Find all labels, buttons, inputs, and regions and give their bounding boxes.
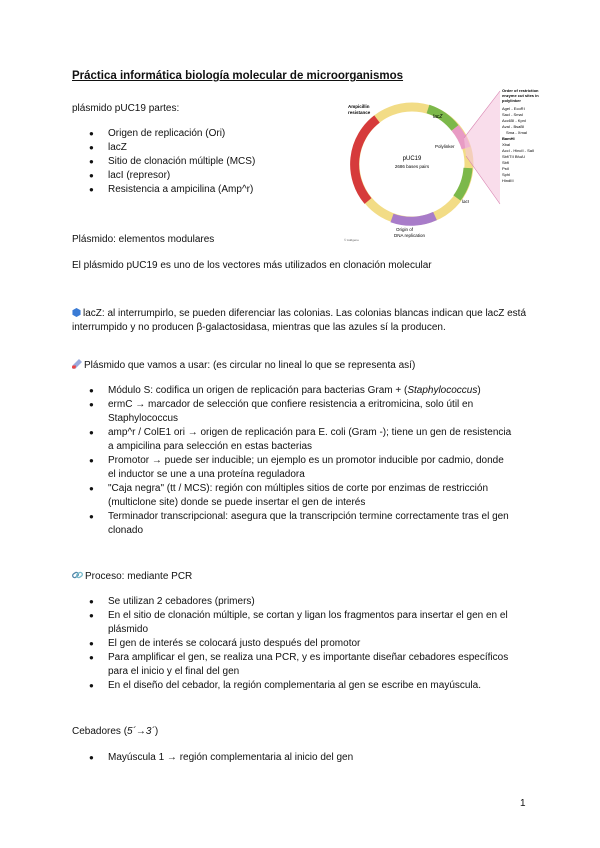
- polylinker-label: Polylinker: [435, 144, 455, 149]
- rs-site: SacI - SmaI: [502, 112, 523, 117]
- cebadores-direction: 5´→3´: [127, 726, 155, 737]
- rs-site: Sbf/TII BfuAI: [502, 154, 525, 159]
- rs-title-line: Order of restriction: [502, 88, 539, 93]
- rs-site: AccI - HincII - SalI: [502, 148, 535, 153]
- intro-text: plásmido pUC19 partes:: [72, 103, 180, 114]
- list-item: ● Se utilizan 2 cebadores (primers): [72, 595, 512, 609]
- item-text-italic: Staphylococcus: [407, 385, 478, 396]
- lacz-paragraph: [72, 307, 532, 335]
- rs-site: SphI: [502, 172, 511, 177]
- modular-text: Plásmido: elementos modulares: [72, 234, 215, 245]
- cebadores-heading: [72, 725, 158, 739]
- list-item: ● Origen de replicación (Ori): [72, 127, 352, 141]
- rs-site: XbaI: [502, 142, 511, 147]
- list-item: ● El gen de interés se colocará justo después del promotor: [72, 637, 512, 651]
- polylinker-wedge: [464, 91, 500, 204]
- hexagon-icon: [72, 308, 81, 317]
- cebadores-list: [72, 751, 512, 765]
- list-item: ● En el sitio de clonación múltiple, se cortan y ligan los fragmentos para insertar el gen en el plásmido: [72, 609, 512, 637]
- rs-site: Sma - XmaI: [506, 130, 528, 135]
- list-item: [72, 384, 512, 398]
- plasmid-name: pUC19: [402, 156, 422, 162]
- plasmid-list: [72, 384, 512, 538]
- list-item: ● En el diseño del cebador, la región complementaria al gen se escribe en mayúscula.: [72, 679, 512, 693]
- list-item: ● Promotor → puede ser inducible; un ejemplo es un promotor inducible por cadmio, donde el inductor se une a una proteína reguladora: [72, 454, 512, 482]
- list-item: ● amp^r / ColE1 ori → origen de replicación para E. coli (Gram -); tiene un gen de resistencia a ampicilina para selección en estas bacterias: [72, 426, 512, 454]
- page-number: 1: [520, 798, 526, 809]
- lacz-label: lacZ: [433, 114, 443, 120]
- list-item: ● lacI (represor): [72, 169, 352, 183]
- list-item: ● Para amplificar el gen, se realiza una PCR, y es importante diseñar cebadores específicos para el inicio y el final del gen: [72, 651, 512, 679]
- pcr-heading-text: Proceso: mediante PCR: [85, 571, 193, 582]
- rs-title-line: polylinker: [502, 98, 521, 103]
- pcr-heading: [72, 570, 192, 584]
- laci-arc: [457, 168, 468, 198]
- list-item: ● Terminador transcripcional: asegura que la transcripción termine correctamente tras el gen clonado: [72, 510, 512, 538]
- list-item: ● lacZ: [72, 141, 352, 155]
- list-item: ● Resistencia a ampicilina (Amp^r): [72, 183, 352, 197]
- rs-site: PstI: [502, 166, 509, 171]
- item-text: ): [477, 385, 481, 396]
- ori-label-2: DNA replication: [394, 233, 426, 238]
- list-item: ● "Caja negra" (tt / MCS): región con múltiples sitios de corte por enzimas de restricción (multiclone site) donde se puede insertar el gen de interés: [72, 482, 512, 510]
- rs-site: AvaI - BsaBI: [502, 124, 525, 129]
- plasmid-size: 2686 bases pairs: [394, 164, 430, 169]
- lacz-text: lacZ: al interrumpirlo, se pueden diferenciar las colonias. Las colonias blancas indican que lacZ está interrumpido y no producen β-galactosidasa, mientras que las azules sí la producen.: [72, 308, 527, 333]
- page-title: Práctica informática biología molecular de microorganismos: [72, 70, 404, 82]
- rs-site: Acc65I - KpnI: [502, 118, 527, 123]
- ori-label: Origin of: [396, 227, 414, 232]
- rs-site: SbfI: [502, 160, 510, 165]
- puc19-text: El plásmido pUC19 es uno de los vectores más utilizados en clonación molecular: [72, 260, 432, 271]
- plasmid-heading-text: Plásmido que vamos a usar: (es circular no lineal lo que se representa así): [84, 360, 416, 371]
- rs-site: BamHI: [502, 136, 515, 141]
- link-icon: [72, 570, 83, 580]
- ampicillin-label: Ampicillin: [348, 104, 370, 109]
- laci-label: lacI: [462, 199, 470, 204]
- ampicillin-label-2: resistance: [348, 110, 371, 115]
- rs-site: AgeI - EcoRI: [502, 106, 525, 111]
- cebadores-suffix: ): [154, 726, 159, 737]
- plasmid-heading: [72, 359, 415, 373]
- parts-list: [72, 127, 352, 197]
- pcr-list: [72, 595, 512, 693]
- cebadores-prefix: Cebadores (: [72, 726, 128, 737]
- test-tube-icon: [72, 359, 82, 369]
- list-item: ● Sitio de clonación múltiple (MCS): [72, 155, 352, 169]
- figure-credit: © Addgene: [344, 238, 359, 242]
- rs-site: HindIII: [502, 178, 514, 183]
- list-item: ● Mayúscula 1 → región complementaria al inicio del gen: [72, 751, 512, 765]
- ampicillin-arc: [355, 119, 377, 201]
- list-item: ● ermC → marcador de selección que confiere resistencia a eritromicina, solo útil en Staphylococcus: [72, 398, 512, 426]
- plasmid-map-figure: [340, 86, 540, 246]
- item-text: Módulo S: codifica un origen de replicación para bacterias Gram + (: [108, 385, 408, 396]
- rs-title-line: enzyme cut sites in: [502, 93, 539, 98]
